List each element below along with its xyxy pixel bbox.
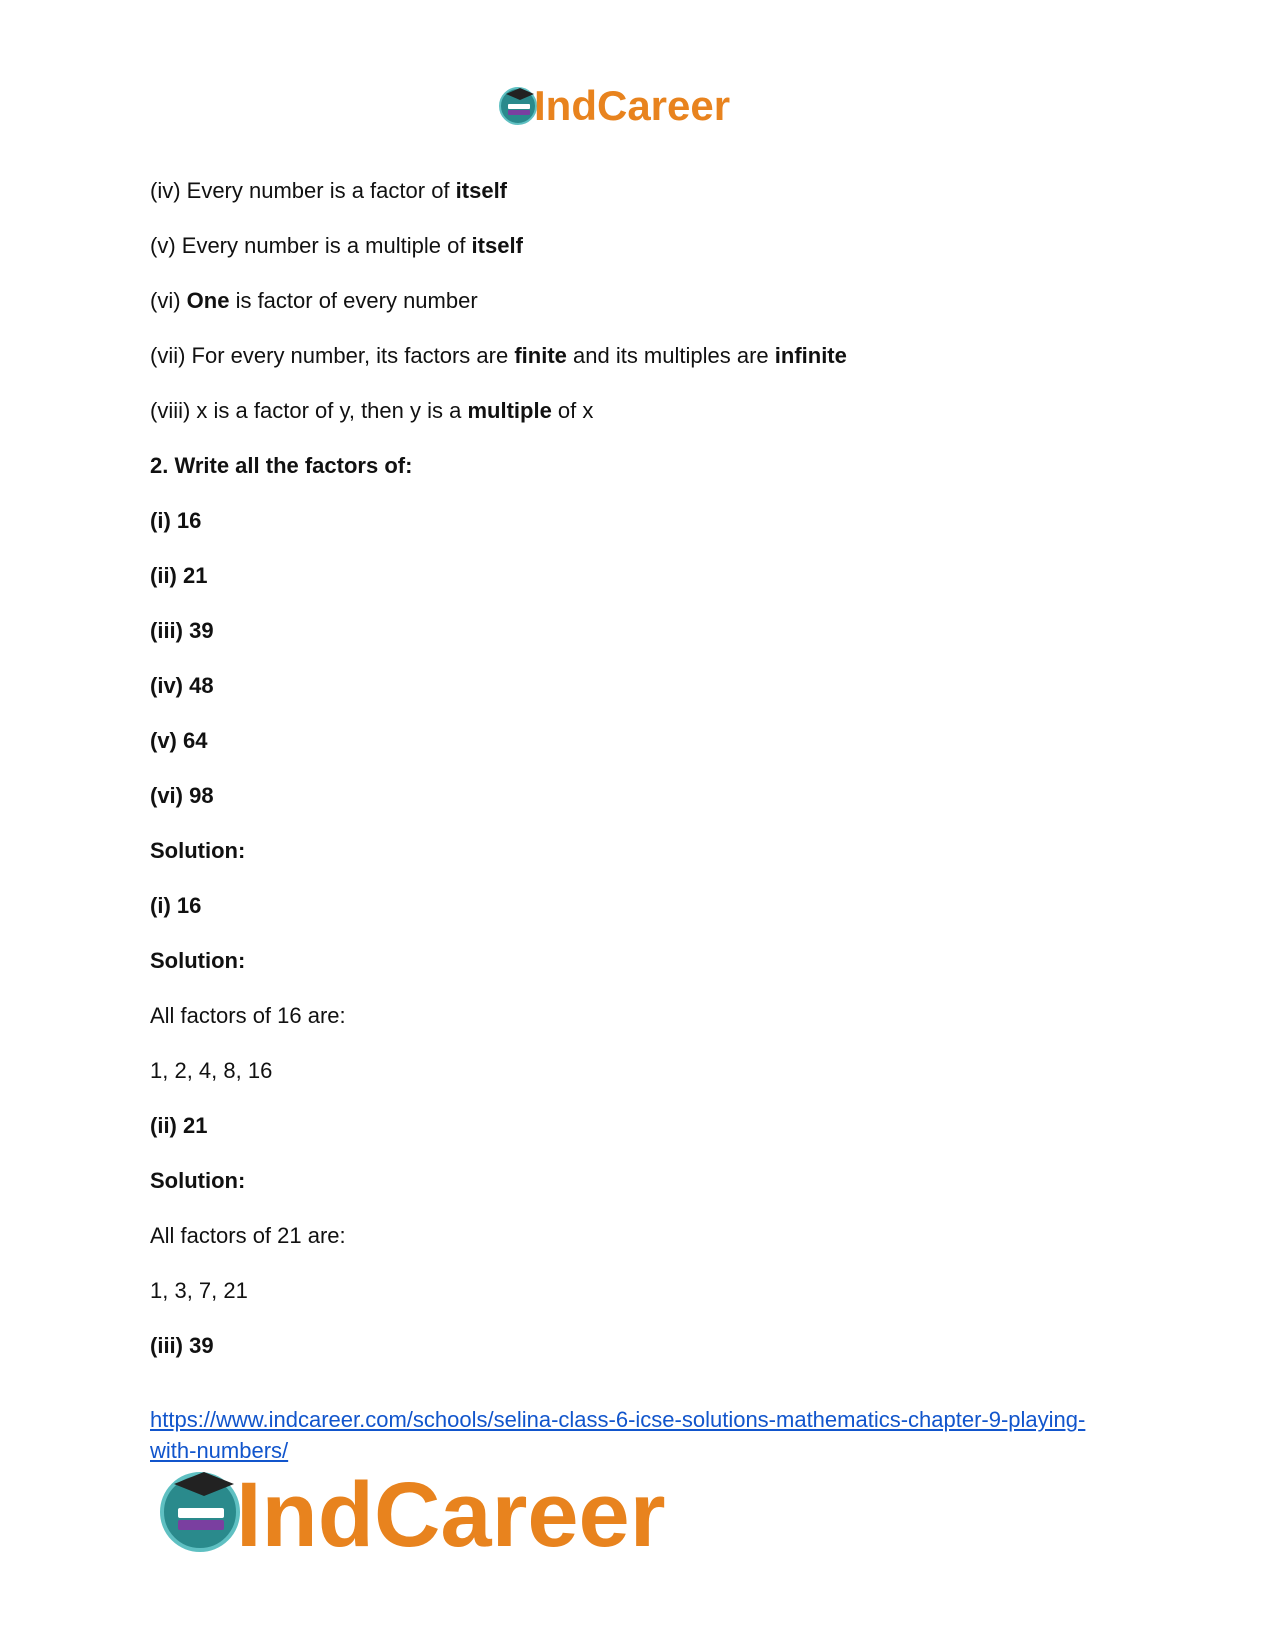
bold-text: (iii) 39 — [150, 1333, 214, 1358]
text-span: All factors of 21 are: — [150, 1223, 346, 1248]
bold-text: Solution: — [150, 1168, 246, 1193]
footer-url-line-2[interactable]: with-numbers/ — [150, 1438, 289, 1463]
bold-text: (iv) 48 — [150, 673, 214, 698]
text-line — [150, 563, 207, 589]
text-span: of x — [551, 398, 594, 423]
text-line — [150, 343, 847, 369]
text-line — [150, 453, 412, 479]
bold-text: (ii) 21 — [150, 1113, 208, 1138]
footer-url-link[interactable] — [150, 1404, 1150, 1466]
text-line — [150, 1278, 248, 1304]
text-line — [150, 783, 214, 809]
text-span: (vi) — [150, 288, 187, 313]
text-line — [150, 1223, 346, 1249]
text-line — [150, 728, 207, 754]
footer-url-line-1[interactable]: https://www.indcareer.com/schools/selina-class-6-icse-solutions-mathematics-chapter-9-playing- — [150, 1407, 1086, 1432]
text-span: and its multiples are — [566, 343, 775, 368]
text-line — [150, 618, 214, 644]
globe-book-icon — [162, 1472, 238, 1550]
globe-book-icon — [500, 88, 536, 124]
bold-text: (v) 64 — [150, 728, 208, 753]
bold-text: itself — [455, 178, 508, 203]
text-line — [150, 948, 245, 974]
bold-text: multiple — [467, 398, 552, 423]
bold-text: Solution: — [150, 948, 246, 973]
indcareer-logo-bottom — [158, 1460, 698, 1560]
text-span: (vii) For every number, its factors are — [150, 343, 515, 368]
text-line — [150, 838, 245, 864]
text-line — [150, 398, 593, 424]
text-line — [150, 1058, 272, 1084]
bold-text: finite — [514, 343, 567, 368]
bold-text: Solution: — [150, 838, 246, 863]
logo-top-wordmark: IndCareer — [534, 82, 731, 128]
indcareer-logo-top — [498, 80, 778, 128]
text-line — [150, 1003, 346, 1029]
bold-text: (iii) 39 — [150, 618, 214, 643]
text-line — [150, 233, 523, 259]
text-span: 1, 3, 7, 21 — [150, 1278, 248, 1303]
bold-text: (ii) 21 — [150, 563, 208, 588]
bold-text: (i) 16 — [150, 893, 202, 918]
bold-text: itself — [471, 233, 523, 258]
text-span: (v) Every number is a multiple of — [150, 233, 472, 258]
bold-text: (vi) 98 — [150, 783, 214, 808]
text-line — [150, 1333, 214, 1359]
bold-text: infinite — [774, 343, 847, 368]
text-span: is factor of every number — [229, 288, 478, 313]
text-line — [150, 508, 201, 534]
text-span: (iv) Every number is a factor of — [150, 178, 456, 203]
text-line — [150, 893, 201, 919]
bold-text: 2. Write all the factors of: — [150, 453, 413, 478]
text-line — [150, 1168, 245, 1194]
logo-bottom-wordmark: IndCareer — [236, 1464, 666, 1560]
text-line — [150, 288, 478, 314]
text-span: (viii) x is a factor of y, then y is a — [150, 398, 468, 423]
text-line — [150, 1113, 207, 1139]
bold-text: One — [186, 288, 230, 313]
text-line — [150, 178, 507, 204]
bold-text: (i) 16 — [150, 508, 202, 533]
text-span: All factors of 16 are: — [150, 1003, 346, 1028]
text-span: 1, 2, 4, 8, 16 — [150, 1058, 273, 1083]
text-line — [150, 673, 214, 699]
